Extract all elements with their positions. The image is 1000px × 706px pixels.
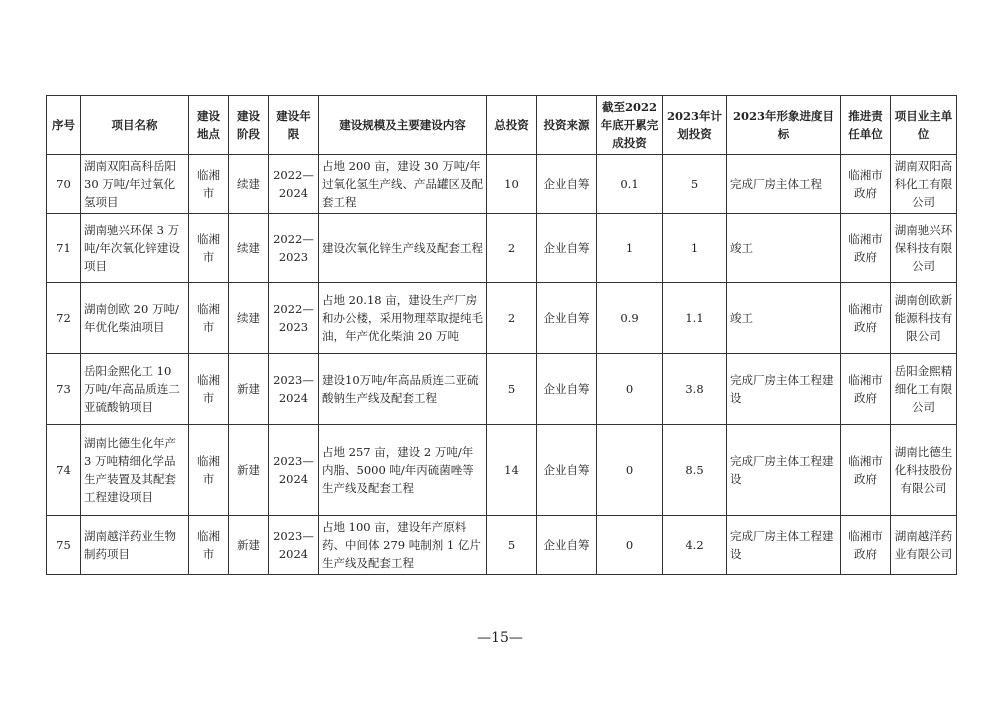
cell-location: 临湘市	[189, 354, 229, 425]
cell-source: 企业自筹	[537, 214, 597, 283]
cell-completed: 0	[597, 425, 663, 516]
header-responsible: 推进责任单位	[841, 96, 891, 155]
cell-seq: 70	[47, 155, 81, 214]
cell-name: 湖南越洋药业生物制药项目	[81, 516, 189, 575]
cell-stage: 续建	[229, 214, 269, 283]
project-table	[46, 95, 957, 575]
header-name: 项目名称	[81, 96, 189, 155]
cell-responsible: 临湘市政府	[841, 155, 891, 214]
cell-seq: 73	[47, 354, 81, 425]
table-row	[47, 425, 957, 516]
cell-source: 企业自筹	[537, 425, 597, 516]
cell-owner: 湖南比德生化科技股份有限公司	[891, 425, 957, 516]
cell-total: 5	[487, 516, 537, 575]
cell-goal: 完成厂房主体工程建设	[727, 516, 841, 575]
cell-name: 湖南驰兴环保 3 万吨/年次氧化锌建设项目	[81, 214, 189, 283]
cell-period: 2022—2023	[269, 283, 319, 354]
cell-plan: 1	[663, 214, 727, 283]
cell-total: 14	[487, 425, 537, 516]
cell-scale: 占地 100 亩，建设年产原料药、中间体 279 吨制剂 1 亿片生产线及配套工程	[319, 516, 487, 575]
cell-stage: 续建	[229, 155, 269, 214]
cell-completed: 0	[597, 516, 663, 575]
cell-plan: 8.5	[663, 425, 727, 516]
header-source: 投资来源	[537, 96, 597, 155]
cell-name: 湖南比德生化年产 3 万吨精细化学品生产装置及其配套工程建设项目	[81, 425, 189, 516]
cell-owner: 湖南创欧新能源科技有限公司	[891, 283, 957, 354]
cell-location: 临湘市	[189, 425, 229, 516]
cell-goal: 竣工	[727, 214, 841, 283]
cell-completed: 0.1	[597, 155, 663, 214]
cell-goal: 完成厂房主体工程建设	[727, 354, 841, 425]
cell-responsible: 临湘市政府	[841, 354, 891, 425]
cell-total: 5	[487, 354, 537, 425]
table-row	[47, 354, 957, 425]
cell-responsible: 临湘市政府	[841, 516, 891, 575]
cell-owner: 湖南驰兴环保科技有限公司	[891, 214, 957, 283]
cell-plan: 3.8	[663, 354, 727, 425]
cell-responsible: 临湘市政府	[841, 425, 891, 516]
cell-scale: 占地 20.18 亩，建设生产厂房和办公楼，采用物理萃取提纯毛油，年产优化柴油 20 万吨	[319, 283, 487, 354]
table-row	[47, 214, 957, 283]
cell-goal: 竣工	[727, 283, 841, 354]
cell-goal: 完成厂房主体工程	[727, 155, 841, 214]
cell-seq: 75	[47, 516, 81, 575]
cell-seq: 74	[47, 425, 81, 516]
cell-name: 湖南双阳高科岳阳 30 万吨/年过氧化氢项目	[81, 155, 189, 214]
page-number: —15—	[477, 630, 523, 646]
cell-location: 临湘市	[189, 214, 229, 283]
header-plan: 2023年计划投资	[663, 96, 727, 155]
header-row	[47, 96, 957, 155]
cell-name: 岳阳金熙化工 10 万吨/年高品质连二亚硫酸钠项目	[81, 354, 189, 425]
cell-completed: 0.9	[597, 283, 663, 354]
cell-goal: 完成厂房主体工程建设	[727, 425, 841, 516]
cell-source: 企业自筹	[537, 354, 597, 425]
cell-seq: 71	[47, 214, 81, 283]
cell-owner: 岳阳金熙精细化工有限公司	[891, 354, 957, 425]
cell-total: 2	[487, 283, 537, 354]
cell-location: 临湘市	[189, 155, 229, 214]
cell-responsible: 临湘市政府	[841, 283, 891, 354]
cell-location: 临湘市	[189, 283, 229, 354]
cell-stage: 新建	[229, 516, 269, 575]
header-location: 建设地点	[189, 96, 229, 155]
cell-period: 2023—2024	[269, 354, 319, 425]
cell-total: 10	[487, 155, 537, 214]
cell-location: 临湘市	[189, 516, 229, 575]
cell-total: 2	[487, 214, 537, 283]
header-scale: 建设规模及主要建设内容	[319, 96, 487, 155]
header-owner: 项目业主单位	[891, 96, 957, 155]
header-completed: 截至2022年底开累完成投资	[597, 96, 663, 155]
header-seq: 序号	[47, 96, 81, 155]
header-total: 总投资	[487, 96, 537, 155]
cell-source: 企业自筹	[537, 516, 597, 575]
table-row	[47, 283, 957, 354]
cell-stage: 新建	[229, 425, 269, 516]
cell-source: 企业自筹	[537, 155, 597, 214]
cell-plan: 5	[663, 155, 727, 214]
cell-completed: 1	[597, 214, 663, 283]
cell-period: 2022—2024	[269, 155, 319, 214]
header-stage: 建设阶段	[229, 96, 269, 155]
cell-scale: 占地 200 亩，建设 30 万吨/年过氧化氢生产线、产品罐区及配套工程	[319, 155, 487, 214]
cell-plan: 4.2	[663, 516, 727, 575]
cell-scale: 占地 257 亩，建设 2 万吨/年内脂、5000 吨/年丙硫菌唑等生产线及配套工程	[319, 425, 487, 516]
cell-source: 企业自筹	[537, 283, 597, 354]
cell-period: 2023—2024	[269, 516, 319, 575]
cell-name: 湖南创欧 20 万吨/年优化柴油项目	[81, 283, 189, 354]
cell-scale: 建设次氧化锌生产线及配套工程	[319, 214, 487, 283]
cell-completed: 0	[597, 354, 663, 425]
cell-period: 2023—2024	[269, 425, 319, 516]
cell-owner: 湖南越洋药业有限公司	[891, 516, 957, 575]
cell-responsible: 临湘市政府	[841, 214, 891, 283]
table-row	[47, 516, 957, 575]
table-row	[47, 155, 957, 214]
cell-period: 2022—2023	[269, 214, 319, 283]
cell-stage: 续建	[229, 283, 269, 354]
cell-owner: 湖南双阳高科化工有限公司	[891, 155, 957, 214]
cell-scale: 建设10万吨/年高品质连二亚硫酸钠生产线及配套工程	[319, 354, 487, 425]
header-period: 建设年限	[269, 96, 319, 155]
cell-stage: 新建	[229, 354, 269, 425]
cell-plan: 1.1	[663, 283, 727, 354]
header-goal: 2023年形象进度目标	[727, 96, 841, 155]
cell-seq: 72	[47, 283, 81, 354]
